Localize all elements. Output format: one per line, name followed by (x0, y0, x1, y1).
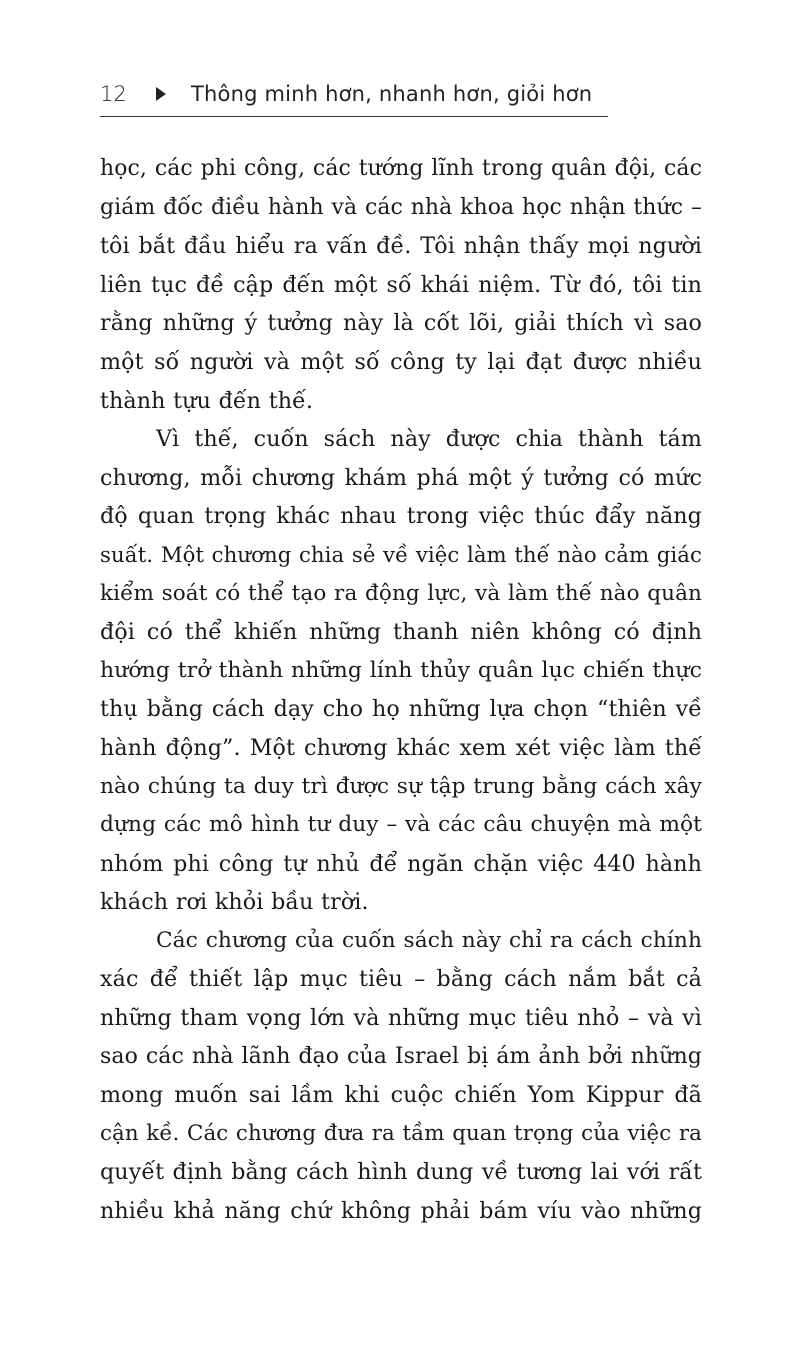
text-line: những tham vọng lớn và những mục tiêu nhỏ – và vì (100, 1005, 702, 1032)
text-line: suất. Một chương chia sẻ về việc làm thế nào cảm giác (100, 541, 702, 567)
text-line: cận kề. Các chương đưa ra tầm quan trọng của việc ra (100, 1120, 702, 1146)
text-line: chương, mỗi chương khám phá một ý tưởng có mức (100, 464, 702, 491)
text-line: nhiều khả năng chứ không phải bám víu vào những (100, 1198, 702, 1225)
running-header (100, 76, 608, 112)
triangle-arrow-icon (156, 87, 166, 101)
text-line: hành động”. Một chương khác xem xét việc làm thế (100, 734, 702, 761)
text-line: xác để thiết lập mục tiêu – bằng cách nắm bắt cả (100, 966, 702, 993)
text-line: thụ bằng cách dạy cho họ những lựa chọn “thiên về (100, 696, 702, 723)
text-line: mong muốn sai lầm khi cuộc chiến Yom Kippur đã (100, 1082, 702, 1109)
text-line: kiểm soát có thể tạo ra động lực, và làm thế nào quân (100, 580, 702, 606)
text-line: quyết định bằng cách hình dung về tương lai với rất (100, 1159, 702, 1186)
paragraph-3 (100, 922, 702, 1231)
text-line: thành tựu đến thế. (100, 387, 314, 414)
text-line: rằng những ý tưởng này là cốt lõi, giải thích vì sao (100, 310, 702, 337)
text-line: tôi bắt đầu hiểu ra vấn đề. Tôi nhận thấy mọi người (100, 233, 702, 260)
text-line: nào chúng ta duy trì được sự tập trung bằng cách xây (100, 773, 702, 799)
text-line: Các chương của cuốn sách này chỉ ra cách chính (156, 927, 702, 953)
text-line: giám đốc điều hành và các nhà khoa học nhận thức – (100, 194, 702, 220)
text-line: một số người và một số công ty lại đạt được nhiều (100, 348, 702, 375)
text-line: độ quan trọng khác nhau trong việc thúc đẩy năng (100, 503, 702, 530)
text-line: khách rơi khỏi bầu trời. (100, 889, 369, 916)
text-line: sao các nhà lãnh đạo của Israel bị ám ảnh bởi những (100, 1043, 702, 1069)
running-title: Thông minh hơn, nhanh hơn, giỏi hơn (191, 82, 593, 106)
header-divider (100, 116, 608, 117)
text-line: đội có thể khiến những thanh niên không có định (100, 619, 702, 646)
body-text (100, 150, 702, 1231)
text-line: hướng trở thành những lính thủy quân lục chiến thực (100, 657, 702, 683)
text-line: học, các phi công, các tướng lĩnh trong quân đội, các (100, 156, 702, 181)
paragraph-1 (100, 150, 702, 420)
text-line: liên tục đề cập đến một số khái niệm. Từ đó, tôi tin (100, 271, 702, 298)
paragraph-2 (100, 420, 702, 922)
text-line: nhóm phi công tự nhủ để ngăn chặn việc 440 hành (100, 850, 702, 877)
page-number: 12 (100, 82, 127, 106)
text-line: dựng các mô hình tư duy – và các câu chuyện mà một (100, 812, 702, 838)
text-line: Vì thế, cuốn sách này được chia thành tám (156, 426, 702, 453)
